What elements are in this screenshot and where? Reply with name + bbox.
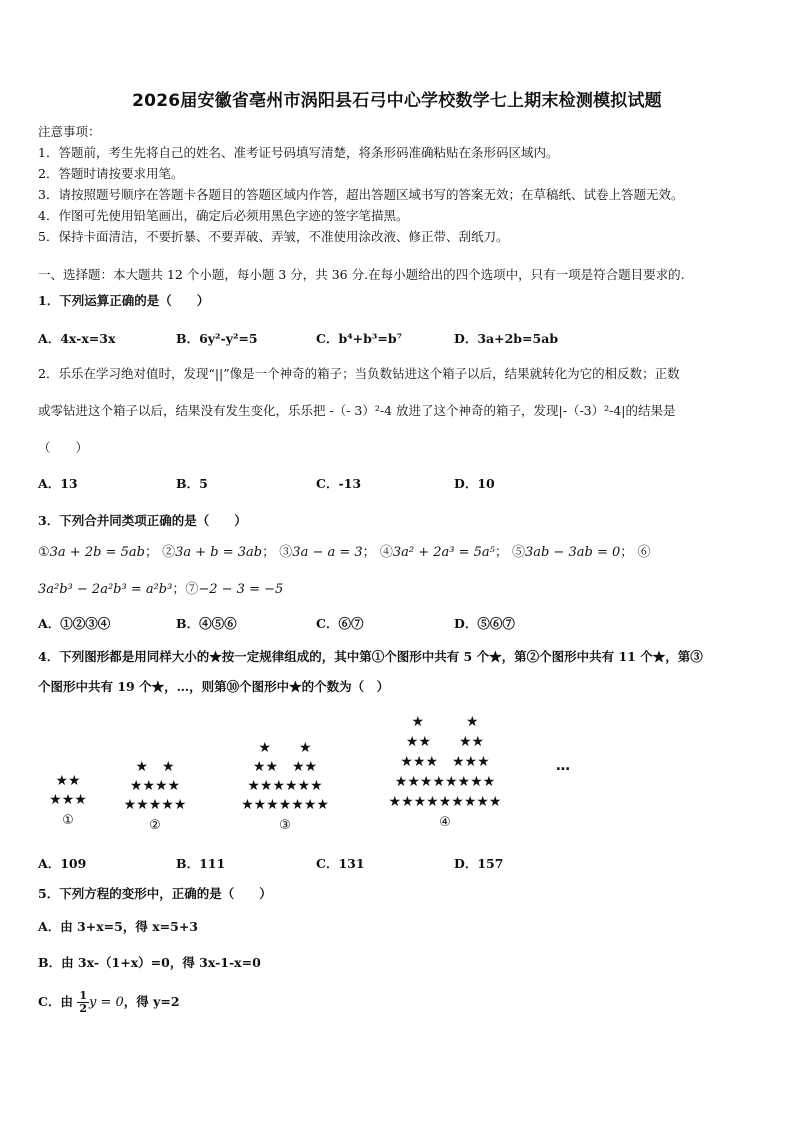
fraction-numerator: 1 <box>79 989 87 1002</box>
q3-option-d: D．⑤⑥⑦ <box>454 616 515 631</box>
q1-option-a: A．4x-x=3x <box>38 331 116 346</box>
item-mark: ④ <box>379 545 393 560</box>
star-row: ★★★★★ <box>123 797 187 813</box>
star-row: ★★★★★★★★★ <box>388 794 502 810</box>
figure-label: ④ <box>439 815 451 830</box>
star-figure-2 <box>110 758 200 835</box>
star-row: ★★★★★★ <box>247 778 323 794</box>
figure-label: ③ <box>279 818 291 833</box>
q4-option-a: A．109 <box>38 856 87 871</box>
figure-label: ① <box>62 813 74 828</box>
q3-items-line <box>38 541 650 560</box>
q5-option-b: B．由 3x-（1+x）=0，得 3x-1-x=0 <box>38 955 261 970</box>
separator: ； <box>620 545 634 560</box>
item-mark: ⑤ <box>512 545 526 560</box>
star-figure-3 <box>220 739 350 835</box>
math-expression: y = 0 <box>88 995 124 1010</box>
page-title: 2026届安徽省亳州市涡阳县石弓中心学校数学七上期末检测模拟试题 <box>132 91 662 111</box>
q3-items-line <box>38 578 283 597</box>
star-row: ★★★ <box>49 792 87 808</box>
figure-ellipsis: … <box>556 758 570 774</box>
item-mark: ① <box>38 545 50 560</box>
question-4-stem: 个图形中共有 19 个★，…，则第⑩个图形中★的个数为（ ） <box>38 679 390 694</box>
separator: ； <box>494 545 508 560</box>
q5-option-c <box>38 990 180 1015</box>
q4-option-c: C．131 <box>316 856 365 871</box>
q2-option-a: A．13 <box>38 476 78 491</box>
question-3-stem: 3．下列合并同类项正确的是（ ） <box>38 513 247 528</box>
fraction <box>77 990 89 1015</box>
star-row: ★★ ★★ <box>252 759 318 775</box>
option-prefix: C．由 <box>38 994 73 1009</box>
figure-label: ② <box>149 818 161 833</box>
notice-item: 1．答题前，考生先将自己的姓名、准考证号码填写清楚，将条形码准确粘贴在条形码区域内。 <box>38 145 559 160</box>
item-mark: ；⑦ <box>172 582 199 597</box>
q3-option-a: A．①②③④ <box>38 616 111 631</box>
star-row: ★★★★★★★ <box>241 797 329 813</box>
star-row: ★★★ ★★★ <box>400 754 490 770</box>
star-figure-4 <box>355 712 535 833</box>
option-suffix: ，得 y=2 <box>123 994 180 1009</box>
math-expression: 3a + b = 3ab <box>175 545 263 560</box>
separator: ； <box>262 545 276 560</box>
notice-item: 2．答题时请按要求用笔。 <box>38 166 184 181</box>
fraction-denominator: 2 <box>79 1002 87 1015</box>
separator: ； <box>362 545 376 560</box>
question-5-stem: 5．下列方程的变形中，正确的是（ ） <box>38 886 272 901</box>
question-2-stem: 2．乐乐在学习绝对值时，发现“||”像是一个神奇的箱子；当负数钻进这个箱子以后，结果就转化为它的相反数；正数 <box>38 366 680 381</box>
question-1-stem: 1．下列运算正确的是（ ） <box>38 293 210 308</box>
item-mark: ② <box>162 545 176 560</box>
q5-option-a: A．由 3+x=5，得 x=5+3 <box>38 919 198 934</box>
star-figure-1 <box>40 772 96 830</box>
question-4-stem: 4．下列图形都是用同样大小的★按一定规律组成的，其中第①个图形中共有 5 个★，第②个图形中共有 11 个★，第③ <box>38 649 703 664</box>
q1-option-b: B．6y²-y²=5 <box>176 331 258 346</box>
notice-heading: 注意事项： <box>38 124 101 139</box>
star-row: ★ ★ <box>258 740 312 756</box>
q2-option-d: D．10 <box>454 476 495 491</box>
q3-option-b: B．④⑤⑥ <box>176 616 237 631</box>
q4-option-d: D．157 <box>454 856 504 871</box>
star-row: ★★★★★★★★ <box>394 774 496 790</box>
section-heading: 一、选择题：本大题共 12 个小题，每小题 3 分，共 36 分.在每小题给出的四个选项中，只有一项是符合题目要求的. <box>38 267 685 282</box>
star-row: ★★ ★★ <box>405 734 485 750</box>
q2-option-c: C．-13 <box>316 476 362 491</box>
item-mark: ③ <box>279 545 293 560</box>
question-2-stem: （ ） <box>38 440 89 455</box>
q4-option-b: B．111 <box>176 856 226 871</box>
notice-item: 5．保持卡面清洁，不要折暴、不要弄破、弄皱，不准使用涂改液、修正带、刮纸刀。 <box>38 229 509 244</box>
math-expression: 3a² + 2a³ = 5a⁵ <box>392 545 495 560</box>
star-row: ★★★★ <box>129 778 181 794</box>
math-expression: 3a + 2b = 5ab <box>49 545 145 560</box>
math-expression: 3ab − 3ab = 0 <box>525 545 621 560</box>
math-expression: 3a²b³ − 2a²b³ = a²b³ <box>38 582 173 597</box>
q1-option-c: C．b⁴+b³=b⁷ <box>316 331 403 346</box>
q2-option-b: B．5 <box>176 476 208 491</box>
star-row: ★★ <box>55 773 81 789</box>
notice-item: 4．作图可先使用铅笔画出，确定后必须用黑色字迹的签字笔描黑。 <box>38 208 409 223</box>
math-expression: 3a − a = 3 <box>292 545 363 560</box>
q3-option-c: C．⑥⑦ <box>316 616 364 631</box>
item-mark: ⑥ <box>637 545 651 560</box>
math-expression: −2 − 3 = −5 <box>198 582 284 597</box>
separator: ； <box>144 545 158 560</box>
q1-option-d: D．3a+2b=5ab <box>454 331 559 346</box>
star-row: ★ ★ <box>411 714 479 730</box>
notice-item: 3．请按照题号顺序在答题卡各题目的答题区域内作答，超出答题区域书写的答案无效；在草稿纸、试卷上答题无效。 <box>38 187 684 202</box>
star-row: ★ ★ <box>135 759 175 775</box>
question-2-stem: 或零钻进这个箱子以后，结果没有发生变化，乐乐把 -（- 3）²-4 放进了这个神奇的箱子，发现|-（-3）²-4|的结果是 <box>38 403 676 418</box>
